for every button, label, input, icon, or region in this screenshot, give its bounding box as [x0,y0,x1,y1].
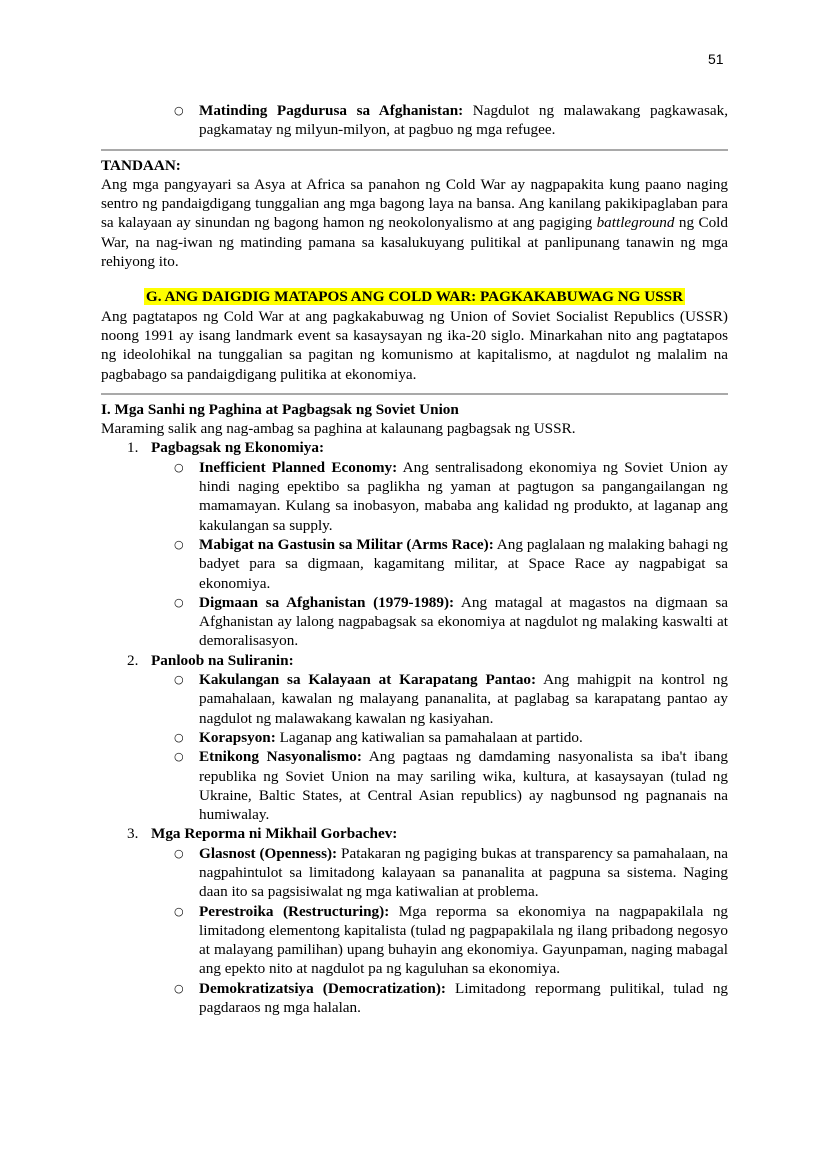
bullet-item [101,535,728,593]
bullet-icon: ○ [174,104,184,117]
numbered-list [101,438,728,1017]
bullet-term: Demokratizatsiya (Democratization): [199,979,446,997]
bullet-term: Etnikong Nasyonalismo: [199,748,362,766]
bullet-term: Korapsyon: [199,728,276,746]
item-title: Panloob na Suliranin: [151,651,294,669]
bullet-term: Mabigat na Gastusin sa Militar (Arms Race): [199,535,494,553]
bullet-term: Matinding Pagdurusa sa Afghanistan: [199,102,464,119]
bullet-text: Ang sentralisadong ekonomiya ng Soviet Union ay hindi naging epektibo sa paglikha ng yaman at pagtugon sa pangangailangan ng mamamayan. Kulang sa inobasyon, mababa ang kalidad ng produkto, at laganap ang kakulangan sa supply. [199,458,728,534]
divider [101,393,728,395]
bullet-item [101,458,728,535]
bullet-text: Limitadong repormang pulitikal, tulad ng pagdaraos ng mga halalan. [199,979,729,1017]
bullet-icon: ○ [174,460,184,474]
bullet-text: Nagdulot ng malawakang pagkawasak, pagkamatay ng milyun-milyon, at pagbuo ng mga refugee. [199,102,728,139]
bullet-item [101,670,728,728]
bullet-icon: ○ [174,730,184,744]
bullet-item [101,844,728,902]
bullet-term: Perestroika (Restructuring): [199,902,390,920]
item-title: Mga Reporma ni Mikhail Gorbachev: [151,825,398,843]
bullet-icon: ○ [174,981,184,995]
bullet-icon: ○ [174,904,184,918]
item-number: 1. [127,439,139,457]
bullet-icon: ○ [174,595,184,609]
tandaan-box [101,156,728,272]
divider [101,149,728,151]
section-i [101,400,728,1018]
numbered-item [101,824,728,1017]
bullet-text: Patakaran ng pagiging bukas at transparency sa pamahalaan, na nagpahintulot sa limitadong kalayaan sa pananalita at pagpuna sa sistema. Naging daan ito sa pagsisiwalat ng mga katiwalian at problema. [199,844,728,901]
section-i-intro: Maraming salik ang nag-ambag sa paghina at kalaunang pagbagsak ng USSR. [101,420,576,438]
bullet-item [101,902,728,979]
item-number: 2. [127,651,139,669]
bullet-text: Ang mahigpit na kontrol ng pamahalaan, kawalan ng malayang pananalita, at paglabag sa karapatang pantao ay nagdulot ng malawakang kawalan ng kasiyahan. [199,671,728,727]
bullet-icon: ○ [174,673,184,687]
bullet-term: Kakulangan sa Kalayaan at Karapatang Pantao: [199,671,537,689]
section-g-intro: Ang pagtatapos ng Cold War at ang pagkakabuwag ng Union of Soviet Socialist Republics (USSR) noong 1991 ay isang landmark event sa kasaysayan ng ika-20 siglo. Minarkahan nito ang pagtatapos ng ideolohikal na tunggalian sa pagitan ng komunismo at kapitalismo, at nagdulot ng malalim na pagbabago sa pandaigdigang pulitika at ekonomiya. [101,307,728,383]
section-g-heading-wrap [101,287,728,306]
item-title: Pagbagsak ng Ekonomiya: [151,439,325,457]
bullet-item [101,728,728,747]
bullet-item [101,101,728,140]
tandaan-text: Ang mga pangyayari sa Asya at Africa sa panahon ng Cold War ay nagpapakita kung paano naging sentro ng pandaigdigang tunggalian ang mga bagong laya na bansa. Ang kanilang pakikipaglaban para sa kalayaan ay sinundan ng bagong hamon ng neokolonyalismo at ang pagiging battleground ng Cold War, na nag-iwan ng matinding pamana sa kasalukuyang pulitikal at panlipunang tanawin ng mga rehiyong ito. [101,175,728,271]
bullet-term: Glasnost (Openness): [199,844,338,862]
bullet-icon: ○ [174,750,184,764]
bullet-term: Inefficient Planned Economy: [199,458,398,476]
page-content [101,101,728,1017]
bullet-text: Ang matagal at magastos na digmaan sa Afghanistan ay lalong nagpabagsak sa ekonomiya at nagdulot ng malaking kaswalti at demoralisasyon. [199,593,729,650]
bullet-text: Mga reporma sa ekonomiya na nagpapakilala ng limitadong elementong kapitalista (tulad ng pagpapakilala ng ilang pribadong negosyo at malayang pamilihan) upang buhayin ang ekonomiya. Gayunpaman, naging mabagal ang epekto nito at nagdulot pa ng kaguluhan sa ekonomiya. [199,902,729,978]
bullet-item [101,593,728,651]
bullet-icon: ○ [174,537,184,551]
page-number: 51 [708,51,724,67]
bullet-text: Laganap ang katiwalian sa pamahalaan at partido. [275,728,583,746]
bullet-item [101,747,728,824]
bullet-text: Ang pagtaas ng damdaming nasyonalista sa iba't ibang republika ng Soviet Union na may sariling wika, kultura, at kasaysayan (tulad ng Ukraine, Baltic States, at Central Asian republics) ay nagbunsod ng pagnanais na humiwalay. [199,748,728,824]
tandaan-label: TANDAAN: [101,156,181,174]
bullet-term: Digmaan sa Afghanistan (1979-1989): [199,593,455,611]
bullet-icon: ○ [174,846,184,860]
bullet-item [101,979,728,1018]
numbered-item [101,651,728,825]
section-g-heading: G. ANG DAIGDIG MATAPOS ANG COLD WAR: PAGKAKABUWAG NG USSR [145,288,684,306]
item-number: 3. [127,825,139,843]
section-i-heading: I. Mga Sanhi ng Paghina at Pagbagsak ng Soviet Union [101,400,459,418]
numbered-item [101,438,728,650]
bullet-text: Ang paglalaan ng malaking bahagi ng badyet para sa digmaan, kagamitang militar, at Space Race ay nagpabigat sa ekonomiya. [199,535,728,592]
